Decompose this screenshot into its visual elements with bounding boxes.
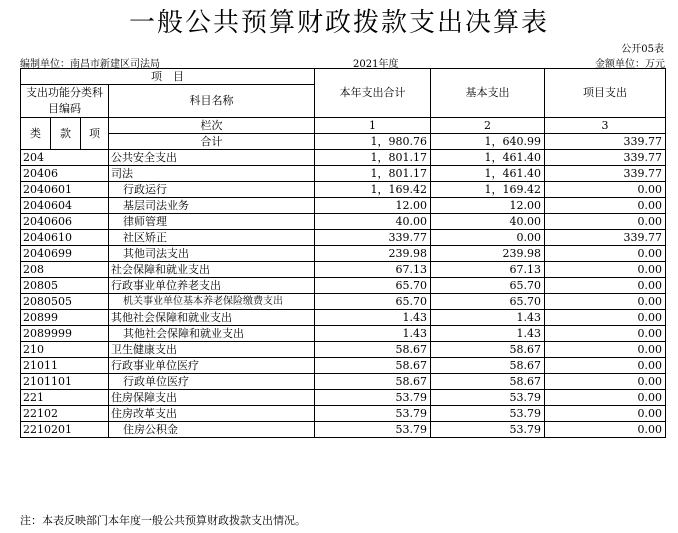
code-cell: 21011 — [21, 358, 109, 374]
header-line — [20, 55, 665, 68]
code-cell: 2101101 — [21, 374, 109, 390]
project-cell: 339.77 — [545, 166, 666, 182]
subject-name-cell: 公共安全支出 — [109, 150, 315, 166]
table-row — [21, 214, 666, 230]
project-cell: 0.00 — [545, 406, 666, 422]
code-cell: 2089999 — [21, 326, 109, 342]
total-cell: 53.79 — [315, 422, 431, 438]
basic-cell: 0.00 — [431, 230, 545, 246]
basic-cell: 65.70 — [431, 278, 545, 294]
money-unit: 金额单位：万元 — [595, 59, 665, 70]
basic-cell: 65.70 — [431, 294, 545, 310]
subject-name-cell: 司法 — [109, 166, 315, 182]
table-row — [21, 310, 666, 326]
project-cell: 0.00 — [545, 310, 666, 326]
total-cell: 12.00 — [315, 198, 431, 214]
project-cell: 0.00 — [545, 326, 666, 342]
header-row-4 — [21, 118, 666, 134]
total-cell: 58.67 — [315, 358, 431, 374]
row-order-label: 栏次 — [109, 118, 315, 134]
total-label: 合计 — [109, 134, 315, 150]
subject-name-header: 科目名称 — [109, 85, 315, 118]
code-cell: 20899 — [21, 310, 109, 326]
table-row — [21, 358, 666, 374]
expenditure-table — [20, 68, 666, 438]
project-cell: 0.00 — [545, 374, 666, 390]
total-basic: 1，640.99 — [431, 134, 545, 150]
total-cell: 1，169.42 — [315, 182, 431, 198]
total-project: 339.77 — [545, 134, 666, 150]
project-cell: 0.00 — [545, 294, 666, 310]
basic-cell: 40.00 — [431, 214, 545, 230]
column-number-1: 1 — [315, 118, 431, 134]
basic-cell: 67.13 — [431, 262, 545, 278]
project-cell: 0.00 — [545, 390, 666, 406]
table-row — [21, 246, 666, 262]
kuan-header: 款 — [51, 118, 81, 150]
total-cell: 58.67 — [315, 342, 431, 358]
basic-cell: 53.79 — [431, 390, 545, 406]
code-cell: 2040606 — [21, 214, 109, 230]
code-cell: 20805 — [21, 278, 109, 294]
page-title: 一般公共预算财政拨款支出决算表 — [128, 8, 549, 38]
total-cell: 1，801.17 — [315, 150, 431, 166]
total-cell: 1.43 — [315, 310, 431, 326]
subject-name-cell: 机关事业单位基本养老保险缴费支出 — [109, 294, 315, 310]
subject-name-cell: 行政事业单位医疗 — [109, 358, 315, 374]
total-cell: 1.43 — [315, 326, 431, 342]
basic-cell: 58.67 — [431, 374, 545, 390]
subject-name-cell: 卫生健康支出 — [109, 342, 315, 358]
code-cell: 2040699 — [21, 246, 109, 262]
project-cell: 339.77 — [545, 230, 666, 246]
total-cell: 339.77 — [315, 230, 431, 246]
code-cell: 208 — [21, 262, 109, 278]
subject-name-cell: 行政运行 — [109, 182, 315, 198]
total-cell: 67.13 — [315, 262, 431, 278]
basic-cell: 1.43 — [431, 326, 545, 342]
project-cell: 0.00 — [545, 342, 666, 358]
total-cell: 1，801.17 — [315, 166, 431, 182]
total-cell: 58.67 — [315, 374, 431, 390]
subject-name-cell: 其他社会保障和就业支出 — [109, 310, 315, 326]
fiscal-year: 2021年度 — [353, 59, 399, 70]
project-cell: 0.00 — [545, 214, 666, 230]
total-cell: 239.98 — [315, 246, 431, 262]
code-cell: 2040610 — [21, 230, 109, 246]
project-cell: 0.00 — [545, 262, 666, 278]
basic-cell: 1，461.40 — [431, 166, 545, 182]
table-row — [21, 390, 666, 406]
column-number-2: 2 — [431, 118, 545, 134]
subject-name-cell: 住房保障支出 — [109, 390, 315, 406]
total-cell: 53.79 — [315, 390, 431, 406]
basic-cell: 58.67 — [431, 358, 545, 374]
basic-cell: 53.79 — [431, 406, 545, 422]
subject-name-cell: 社区矫正 — [109, 230, 315, 246]
lei-header: 类 — [21, 118, 51, 150]
basic-cell: 1，461.40 — [431, 150, 545, 166]
code-cell: 22102 — [21, 406, 109, 422]
code-cell: 2080505 — [21, 294, 109, 310]
form-number: 公开05表 — [621, 44, 664, 55]
table-row — [21, 326, 666, 342]
table-row — [21, 262, 666, 278]
basic-cell: 239.98 — [431, 246, 545, 262]
total-amount: 1，980.76 — [315, 134, 431, 150]
basic-cell: 53.79 — [431, 422, 545, 438]
function-class-header: 支出功能分类科目编码 — [21, 85, 109, 118]
project-cell: 0.00 — [545, 182, 666, 198]
basic-cell: 12.00 — [431, 198, 545, 214]
table-row — [21, 278, 666, 294]
project-cell: 0.00 — [545, 422, 666, 438]
total-column-header: 本年支出合计 — [315, 69, 431, 118]
table-row — [21, 166, 666, 182]
total-cell: 65.70 — [315, 294, 431, 310]
project-cell: 339.77 — [545, 150, 666, 166]
column-number-3: 3 — [545, 118, 666, 134]
subject-name-cell: 住房改革支出 — [109, 406, 315, 422]
code-cell: 2210201 — [21, 422, 109, 438]
subject-name-cell: 行政单位医疗 — [109, 374, 315, 390]
table-row — [21, 294, 666, 310]
project-cell: 0.00 — [545, 246, 666, 262]
table-row — [21, 422, 666, 438]
basic-cell: 58.67 — [431, 342, 545, 358]
table-row — [21, 230, 666, 246]
table-row — [21, 406, 666, 422]
subject-name-cell: 住房公积金 — [109, 422, 315, 438]
subject-name-cell: 基层司法业务 — [109, 198, 315, 214]
table-row — [21, 374, 666, 390]
project-cell: 0.00 — [545, 198, 666, 214]
header-row-1 — [21, 69, 666, 85]
table-row — [21, 150, 666, 166]
code-cell: 20406 — [21, 166, 109, 182]
subject-name-cell: 律师管理 — [109, 214, 315, 230]
table-row — [21, 182, 666, 198]
code-cell: 210 — [21, 342, 109, 358]
code-cell: 221 — [21, 390, 109, 406]
item-header: 项 目 — [21, 69, 315, 85]
basic-cell: 1.43 — [431, 310, 545, 326]
table-row — [21, 342, 666, 358]
code-cell: 2040604 — [21, 198, 109, 214]
xiang-header: 项 — [81, 118, 109, 150]
compiling-unit: 编制单位：南昌市新建区司法局 — [20, 59, 160, 70]
total-cell: 65.70 — [315, 278, 431, 294]
total-cell: 53.79 — [315, 406, 431, 422]
project-cell: 0.00 — [545, 358, 666, 374]
subject-name-cell: 行政事业单位养老支出 — [109, 278, 315, 294]
total-cell: 40.00 — [315, 214, 431, 230]
total-row — [21, 134, 666, 150]
table-row — [21, 198, 666, 214]
basic-cell: 1，169.42 — [431, 182, 545, 198]
code-cell: 204 — [21, 150, 109, 166]
subject-name-cell: 其他社会保障和就业支出 — [109, 326, 315, 342]
project-cell: 0.00 — [545, 278, 666, 294]
code-cell: 2040601 — [21, 182, 109, 198]
subject-name-cell: 其他司法支出 — [109, 246, 315, 262]
basic-column-header: 基本支出 — [431, 69, 545, 118]
project-column-header: 项目支出 — [545, 69, 666, 118]
footnote: 注：本表反映部门本年度一般公共预算财政拨款支出情况。 — [20, 514, 306, 527]
subject-name-cell: 社会保障和就业支出 — [109, 262, 315, 278]
